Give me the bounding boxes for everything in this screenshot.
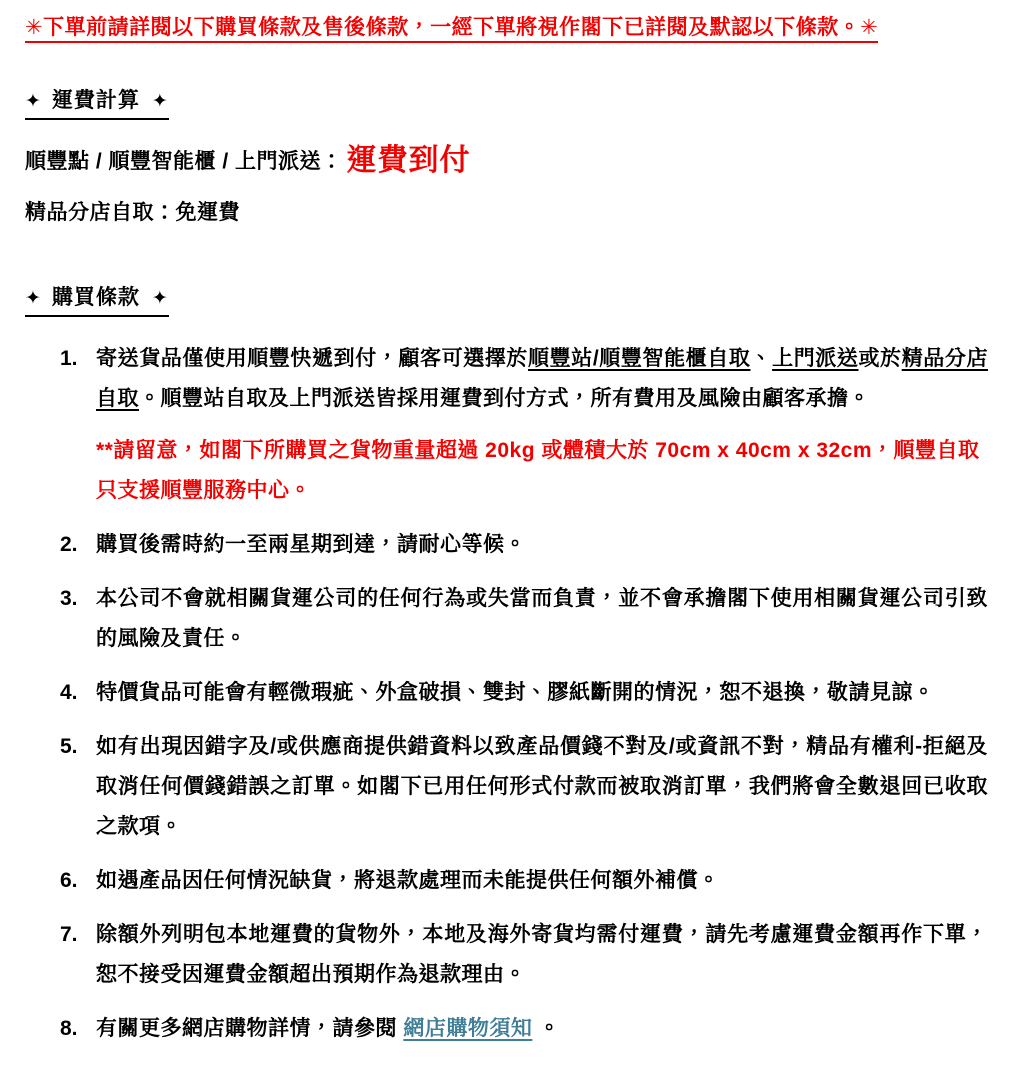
term-item (60, 861, 988, 901)
term-text-segment: 。順豐站自取及上門派送皆採用運費到付方式，所有費用及風險由顧客承擔。 (139, 386, 870, 410)
shipping-methods-line (25, 142, 988, 181)
term-content (96, 727, 988, 847)
term-text-segment: 寄送貨品僅使用順豐快遞到付，顧客可選擇於 (96, 346, 529, 370)
four-pointed-star-icon: ✦ (151, 91, 169, 113)
store-pickup-line: 精品分店自取：免運費 (25, 201, 240, 225)
store-shopping-guide-link[interactable]: 網店購物須知 (403, 1016, 533, 1040)
term-number: 3. (60, 586, 78, 610)
shipping-cod-value: 運費到付 (346, 144, 471, 178)
term-text-segment: 如遇產品因任何情況缺貨，將退款處理而未能提供任何額外補償。 (96, 868, 720, 892)
term-item (60, 915, 988, 995)
shipping-fee-heading (25, 88, 169, 120)
term-text-segment: 上門派送 (772, 346, 859, 370)
term-text-segment: 有關更多網店購物詳情，請參閱 (96, 1016, 404, 1040)
term-item (60, 525, 988, 565)
term-text-segment: 順豐站/順豐智能櫃自取 (528, 346, 751, 370)
term-content (96, 915, 988, 995)
term-content (96, 525, 988, 565)
term-number: 5. (60, 734, 78, 758)
four-pointed-star-icon: ✦ (25, 288, 42, 310)
terms-list (25, 339, 988, 1049)
term-number: 7. (60, 922, 78, 946)
four-pointed-star-icon: ✦ (151, 288, 169, 310)
term-number: 1. (60, 346, 78, 370)
term-text (96, 673, 988, 713)
term-content (96, 861, 988, 901)
term-number: 6. (60, 868, 78, 892)
term-number: 8. (60, 1016, 78, 1040)
term-item (60, 1009, 988, 1049)
purchase-terms-heading (25, 285, 169, 317)
term-text-segment: 或於 (858, 346, 902, 370)
term-content (96, 1009, 988, 1049)
term-text-segment: 精品分店自取 (96, 346, 989, 410)
top-notice: ✳下單前請詳閱以下購買條款及售後條款，一經下單將視作閣下已詳閱及默認以下條款。✳ (25, 16, 878, 43)
term-text-segment: 購買後需時約一至兩星期到達，請耐心等候。 (96, 532, 526, 556)
term-content (96, 673, 988, 713)
shipping-fee-heading-text: 運費計算 (51, 89, 140, 113)
shipping-fee-section (25, 88, 988, 227)
term-text (96, 579, 988, 659)
term-text (96, 915, 988, 995)
term-text-segment: 如有出現因錯字及/或供應商提供錯資料以致產品價錢不對及/或資訊不對，精品有權利-拒絕及取消任何價錢錯誤之訂單。如閣下已用任何形式付款而被取消訂單，我們將會全數退回已收取之款項。 (96, 734, 988, 838)
weight-size-warning-note: **請留意，如閣下所購買之貨物重量超過 20kg 或體積大於 70cm x 40cm x 32cm，順豐自取只支援順豐服務中心。 (96, 438, 980, 502)
term-text-segment: 、 (750, 346, 773, 370)
term-text (96, 727, 988, 847)
term-content (96, 579, 988, 659)
term-text (96, 1009, 988, 1049)
purchase-terms-section (25, 285, 988, 1049)
term-item (60, 579, 988, 659)
term-text-segment: 除額外列明包本地運費的貨物外，本地及海外寄貨均需付運費，請先考慮運費金額再作下單，恕不接受因運費金額超出預期作為退款理由。 (96, 922, 988, 986)
term-item (60, 673, 988, 713)
term-item (60, 339, 988, 511)
term-item (60, 727, 988, 847)
term-number: 4. (60, 680, 78, 704)
purchase-terms-heading-text: 購買條款 (51, 286, 140, 310)
term-text (96, 861, 988, 901)
shipping-methods-label: 順豐點 / 順豐智能櫃 / 上門派送： (25, 150, 343, 174)
term-text (96, 525, 988, 565)
term-text (96, 339, 988, 419)
term-text-segment: 本公司不會就相關貨運公司的任何行為或失當而負責，並不會承擔閣下使用相關貨運公司引致的風險及責任。 (96, 586, 988, 650)
term-number: 2. (60, 532, 78, 556)
term-content (96, 339, 988, 511)
term-text-segment: 。 (532, 1016, 561, 1040)
four-pointed-star-icon: ✦ (25, 91, 42, 113)
term-text-segment: 特價貨品可能會有輕微瑕疵、外盒破損、雙封、膠紙斷開的情況，恕不退換，敬請見諒。 (96, 680, 935, 704)
